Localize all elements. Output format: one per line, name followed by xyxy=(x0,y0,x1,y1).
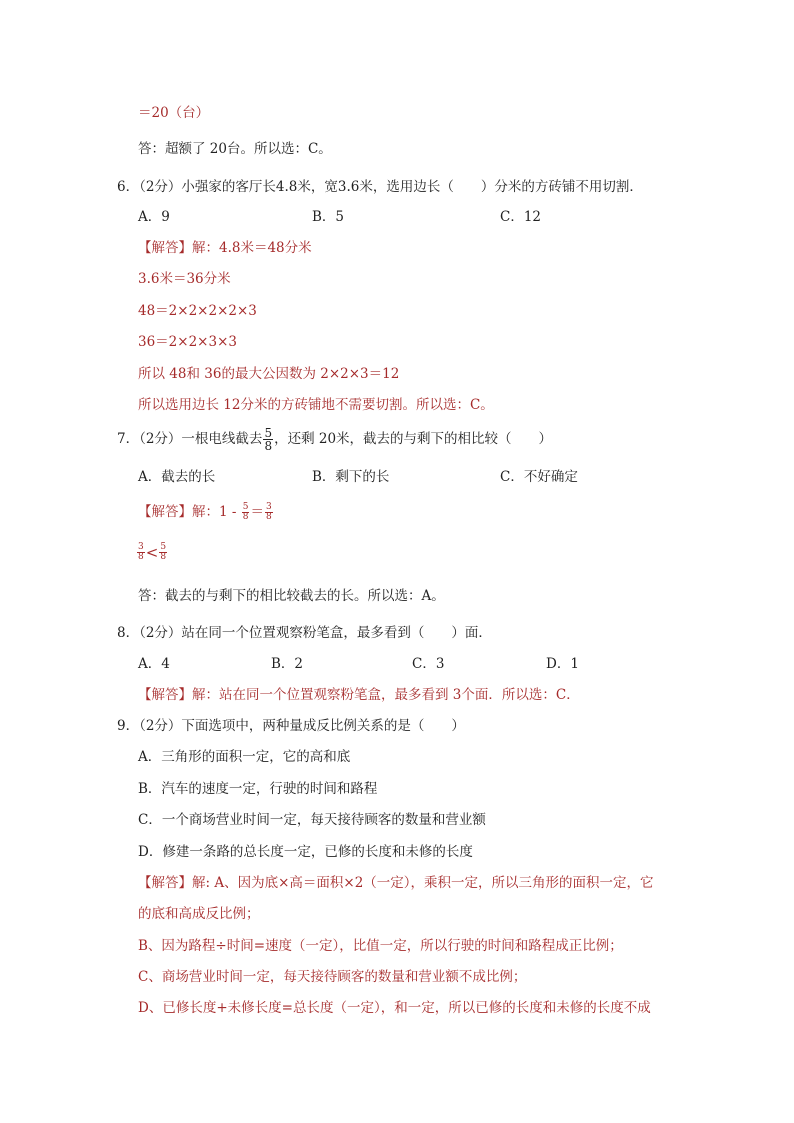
q8-solution xyxy=(138,686,580,704)
q9-solution-1 xyxy=(138,874,654,892)
q7-cmp-fraction-1 xyxy=(137,543,145,562)
q7-cf1-den: 8 xyxy=(138,552,144,562)
q8-option-c: C．3 xyxy=(412,656,445,672)
q7-solution-fraction-2 xyxy=(265,503,273,522)
q7-cf2-num: 5 xyxy=(160,542,167,552)
q9-option-d: D．修建一条路的总长度一定，已修的长度和未修的长度 xyxy=(138,844,473,860)
q6-solution-4: 36＝2×2×3×3 xyxy=(138,334,237,350)
q6-stem: 6．（2分）小强家的客厅长4.8米，宽3.6米，选用边长（ ）分米的方砖铺不用切割． xyxy=(117,179,643,195)
q8-solution-tag: 【解答】 xyxy=(138,687,192,703)
q7-sf1-num: 5 xyxy=(242,502,249,512)
q7-stem-pre: 7．（2分）一根电线截去 xyxy=(117,431,263,447)
q8-stem: 8．（2分）站在同一个位置观察粉笔盒，最多看到（ ）面． xyxy=(117,625,492,641)
q9-solution-4: C、商场营业时间一定，每天接待顾客的数量和营业额不成比例； xyxy=(138,969,527,985)
q6-option-a: A．9 xyxy=(138,209,170,225)
q7-stem-post: ，还剩 20米，截去的与剩下的相比较（ ） xyxy=(274,431,553,447)
q8-solution-text: 解：站在同一个位置观察粉笔盒，最多看到 3个面．所以选：C． xyxy=(192,687,580,703)
q6-solution-1 xyxy=(138,239,312,257)
q7-cmp-symbol: < xyxy=(145,543,159,562)
q7-comparison xyxy=(136,538,168,567)
q6-option-c: C．12 xyxy=(500,209,542,225)
q7-solution-pre: 解：1 - xyxy=(192,504,241,520)
q7-solution-eq: ＝ xyxy=(250,504,264,520)
q7-sf2-den: 8 xyxy=(265,512,272,522)
q7-option-a: A．截去的长 xyxy=(138,469,216,485)
q7-cf1-num: 3 xyxy=(138,542,144,552)
q6-solution-3: 48＝2×2×2×2×3 xyxy=(138,303,257,319)
q9-option-b: B．汽车的速度一定，行驶的时间和路程 xyxy=(138,781,378,797)
q7-answer: 答：截去的与剩下的相比较截去的长。所以选：A。 xyxy=(138,588,445,604)
q7-solution-fraction-1 xyxy=(242,503,250,522)
q9-solution-tag: 【解答】 xyxy=(138,875,192,891)
q7-cf2-den: 8 xyxy=(160,552,167,562)
q5-answer: 答：超额了 20台。所以选：C。 xyxy=(138,141,332,157)
q6-solution-5: 所以 48和 36的最大公因数为 2×2×3＝12 xyxy=(138,366,400,382)
q7-stem xyxy=(117,422,552,456)
q9-option-c: C．一个商场营业时间一定，每天接待顾客的数量和营业额 xyxy=(138,812,486,828)
q9-option-a: A．三角形的面积一定，它的高和底 xyxy=(138,749,351,765)
q7-fraction-num: 5 xyxy=(264,426,273,440)
q7-solution-1 xyxy=(138,498,274,526)
q7-sf1-den: 8 xyxy=(242,512,249,522)
q7-solution-tag: 【解答】 xyxy=(138,504,192,520)
q7-fraction-den: 8 xyxy=(264,439,273,453)
q7-cmp-fraction-2 xyxy=(159,543,167,562)
q7-option-c: C．不好确定 xyxy=(500,469,578,485)
q9-solution-5: D、已修长度+未修长度=总长度（一定），和一定，所以已修的长度和未修的长度不成 xyxy=(138,1000,651,1016)
q9-solution-2: 的底和高成反比例； xyxy=(138,906,260,922)
q9-solution-text-1: 解: A、因为底×高＝面积×2（一定），乘积一定，所以三角形的面积一定，它 xyxy=(192,875,654,891)
q6-solution-2: 3.6米＝36分米 xyxy=(138,271,231,287)
q7-option-b: B．剩下的长 xyxy=(312,469,390,485)
q8-option-a: A．4 xyxy=(138,656,170,672)
q9-stem: 9．（2分）下面选项中，两种量成反比例关系的是（ ） xyxy=(117,718,465,734)
q6-option-b: B．5 xyxy=(312,209,345,225)
q7-sf2-num: 3 xyxy=(265,502,272,512)
q8-option-b: B．2 xyxy=(271,656,304,672)
q6-solution-tag: 【解答】 xyxy=(138,240,192,256)
q9-solution-3: B、因为路程÷时间=速度（一定），比值一定，所以行驶的时间和路程成正比例； xyxy=(138,938,623,954)
q7-stem-fraction xyxy=(263,427,273,452)
q8-option-d: D．1 xyxy=(546,656,579,672)
q6-solution-6: 所以选用边长 12分米的方砖铺地不需要切割。所以选：C。 xyxy=(138,397,494,413)
q6-solution-text-1: 解：4.8米＝48分米 xyxy=(192,240,312,256)
q5-calc-line: ＝20（台） xyxy=(138,105,210,121)
